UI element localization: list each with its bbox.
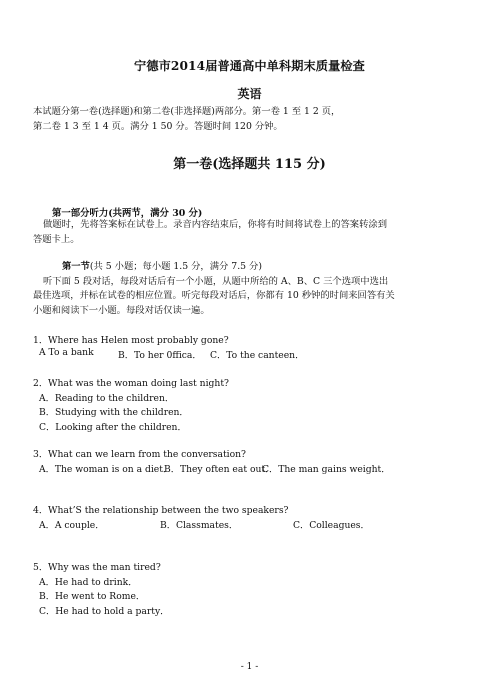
question-1-stem: 1．Where has Helen most probably gone? <box>33 335 229 346</box>
volume-title: 第一卷(选择题共 115 分) <box>173 157 326 172</box>
section1-label: 第一节 <box>62 261 90 272</box>
question-3-option-c: C．The man gains weight． <box>262 464 391 475</box>
part1-instruction-line-1: 做题时，先将答案标在试卷上。录音内容结束后，你将有时间将试卷上的答案转涂到 <box>43 219 387 230</box>
question-2-option-c: C．Looking after the children． <box>39 422 187 433</box>
section1-heading-rest: (共 5 小题；每小题 1.5 分，满分 7.5 分) <box>89 261 262 272</box>
question-5-option-a: A．He had to drink． <box>39 577 138 588</box>
question-5-stem: 5．Why was the man tired? <box>33 562 161 573</box>
exam-title: 宁德市2014届普通高中单科期末质量检查 <box>134 59 365 73</box>
part1-title: 第一部分听力(共两节，满分 30 分) <box>52 208 203 219</box>
question-3-option-a: A．The woman is on a diet． <box>39 464 173 475</box>
question-1-option-b: B．To her 0ffica． <box>118 350 202 361</box>
question-4-option-b: B．Classmates． <box>160 520 239 531</box>
question-1-option-c: C．To the canteen． <box>210 350 305 361</box>
subject-title: 英语 <box>237 87 262 101</box>
intro-line-2: 第二卷 1 3 至 1 4 页。满分 1 50 分。答题时间 120 分钟。 <box>33 121 283 132</box>
section1-heading <box>62 261 262 273</box>
question-5-option-b: B．He went to Rome． <box>39 591 146 602</box>
page-number: - 1 - <box>240 662 259 672</box>
section1-line-1: 听下面 5 段对话，每段对话后有一个小题，从题中所给的 A、B、C 三个选项中选出 <box>43 276 389 287</box>
question-5-option-c: C．He had to hold a party． <box>39 606 170 617</box>
section1-line-2: 最佳选项，并标在试卷的相应位置。听完每段对话后，你都有 10 秒钟的时间来回答有关 <box>33 290 395 301</box>
question-2-stem: 2．What was the woman doing last night? <box>33 378 229 389</box>
question-4-option-a: A．A couple． <box>39 520 105 531</box>
question-4-stem: 4．What’S the relationship between the two speakers? <box>33 505 289 516</box>
question-1-option-a: A To a bank <box>39 347 94 358</box>
intro-line-1: 本试题分第一卷(选择题)和第二卷(非选择题)两部分。第一卷 1 至 1 2 页， <box>33 106 341 117</box>
part1-instruction-line-2: 答题卡上。 <box>33 234 80 245</box>
question-3-option-b: B．They often eat out． <box>164 464 275 475</box>
question-3-stem: 3．What can we learn from the conversation? <box>33 449 246 460</box>
question-2-option-a: A．Reading to the children． <box>39 393 175 404</box>
question-4-option-c: C．Colleagues． <box>293 520 370 531</box>
section1-line-3: 小题和阅读下一小题。每段对话仅读一遍。 <box>33 305 210 316</box>
question-2-option-b: B．Studying with the children． <box>39 407 189 418</box>
